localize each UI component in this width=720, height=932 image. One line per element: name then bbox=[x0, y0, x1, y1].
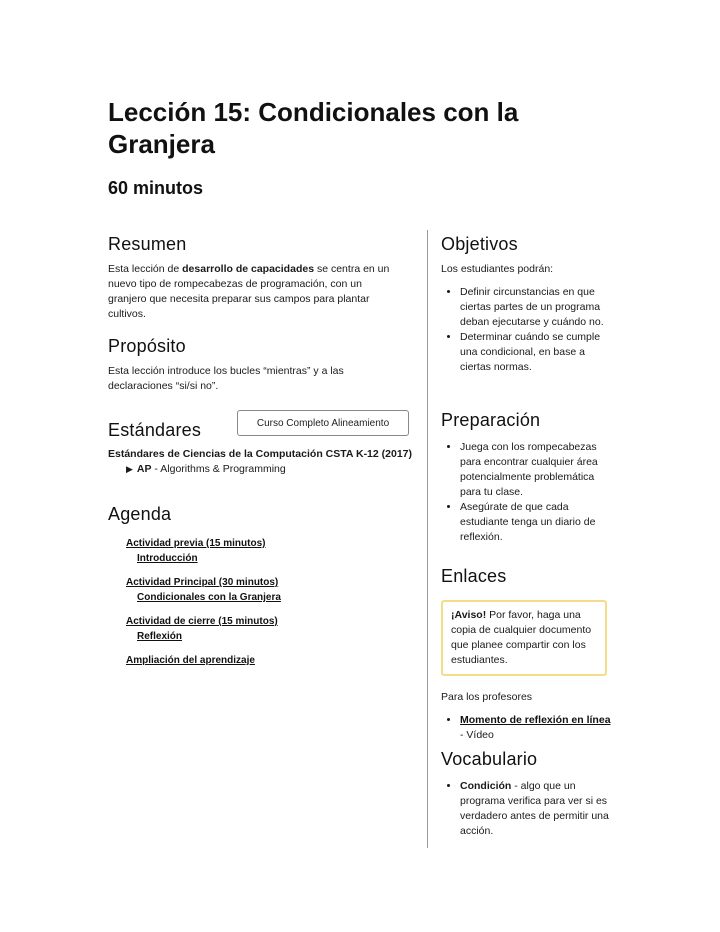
links-heading: Enlaces bbox=[441, 566, 507, 586]
agenda-link-wrapup[interactable]: Actividad de cierre (15 minutos) bbox=[126, 616, 278, 627]
objectives-list bbox=[441, 285, 611, 375]
for-teachers-label: Para los profesores bbox=[441, 691, 533, 703]
list-item bbox=[460, 779, 611, 839]
column-divider bbox=[427, 230, 428, 848]
list-item: • Asegúrate de que cada estudiante tenga un diario de reflexión. bbox=[460, 500, 611, 545]
teacher-links-list bbox=[441, 713, 611, 743]
links-section bbox=[441, 564, 611, 743]
agenda-section bbox=[108, 502, 408, 677]
vocabulary-section bbox=[441, 747, 611, 839]
agenda-sublink-farmer[interactable]: Condicionales con la Granjera bbox=[137, 592, 281, 603]
agenda-link-warmup[interactable]: Actividad previa (15 minutos) bbox=[126, 538, 266, 549]
preparation-list bbox=[441, 440, 611, 545]
agenda-item bbox=[126, 575, 408, 605]
purpose-heading: Propósito bbox=[108, 336, 186, 356]
link-suffix: - Vídeo bbox=[460, 729, 494, 741]
purpose-section bbox=[108, 334, 408, 394]
list-item: • Definir circunstancias en que ciertas partes de un programa deban ejecutarse y cuándo no. bbox=[460, 285, 611, 330]
summary-text-bold: desarrollo de capacidades bbox=[182, 263, 315, 275]
summary-text-end: se centra en un nuevo tipo de rompecabezas de programación, con un granjero que necesita preparar sus campos para plantar cultivos. bbox=[108, 263, 390, 320]
preparation-section bbox=[441, 408, 611, 545]
agenda-item bbox=[126, 614, 408, 644]
objectives-section bbox=[441, 232, 611, 375]
standard-item-ap[interactable] bbox=[126, 463, 418, 475]
lesson-duration: 60 minutos bbox=[108, 178, 204, 198]
page-title: Lección 15: Condicionales con la Granjera bbox=[108, 97, 519, 159]
purpose-text: Esta lección introduce los bucles “mientras” y a las declaraciones “si/si no”. bbox=[108, 365, 344, 392]
notice-label: ¡Aviso! bbox=[451, 609, 487, 621]
notice-box bbox=[441, 600, 607, 676]
vocabulary-heading: Vocabulario bbox=[441, 749, 538, 769]
expand-triangle-icon[interactable]: ▶ bbox=[126, 464, 133, 474]
list-item: • Determinar cuándo se cumple una condicional, en base a ciertas normas. bbox=[460, 330, 611, 375]
summary-heading: Resumen bbox=[108, 234, 187, 254]
summary-text bbox=[108, 262, 398, 322]
vocabulary-list bbox=[441, 779, 611, 839]
reflection-moment-link[interactable]: Momento de reflexión en línea bbox=[460, 714, 611, 726]
agenda-heading: Agenda bbox=[108, 504, 172, 524]
agenda-link-extension[interactable]: Ampliación del aprendizaje bbox=[126, 655, 255, 666]
list-item bbox=[460, 713, 611, 743]
agenda-sublink-reflection[interactable]: Reflexión bbox=[137, 631, 183, 642]
full-course-alignment-button[interactable]: Curso Completo Alineamiento bbox=[237, 410, 409, 436]
notice-text: Por favor, haga una copia de cualquier documento que planee compartir con los estudiantes. bbox=[451, 609, 592, 666]
agenda-sublink-intro[interactable]: Introducción bbox=[137, 553, 198, 564]
summary-text-start: Esta lección de bbox=[108, 263, 183, 275]
list-item: • Juega con los rompecabezas para encontrar cualquier área potencialmente problemática para tu clase. bbox=[460, 440, 611, 500]
preparation-heading: Preparación bbox=[441, 410, 541, 430]
objectives-heading: Objetivos bbox=[441, 234, 518, 254]
agenda-link-main[interactable]: Actividad Principal (30 minutos) bbox=[126, 577, 279, 588]
standard-label: - Algorithms & Programming bbox=[151, 463, 286, 475]
standards-framework: Estándares de Ciencias de la Computación CSTA K-12 (2017) bbox=[108, 448, 413, 460]
standard-code: AP bbox=[136, 463, 152, 475]
vocab-definition: - algo que un programa verifica para ver si es verdadero antes de permitir una acción. bbox=[460, 780, 609, 837]
agenda-list bbox=[126, 536, 408, 668]
standards-heading: Estándares bbox=[108, 420, 202, 440]
summary-section bbox=[108, 232, 408, 322]
agenda-item bbox=[126, 536, 408, 566]
objectives-intro: Los estudiantes podrán: bbox=[441, 263, 554, 275]
agenda-item bbox=[126, 653, 408, 668]
vocab-term: Condición bbox=[460, 780, 512, 792]
standards-section bbox=[108, 410, 418, 475]
